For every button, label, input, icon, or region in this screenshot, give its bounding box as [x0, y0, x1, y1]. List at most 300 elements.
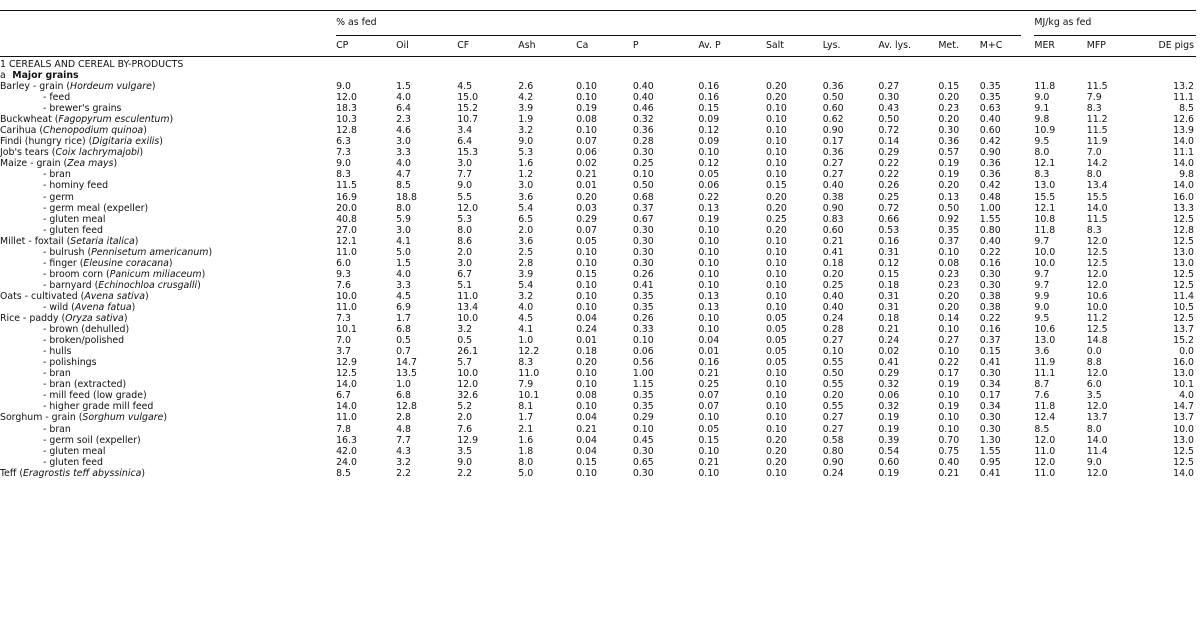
- cell-mfp: 10.0: [1086, 301, 1108, 313]
- cell-p: 0.36: [632, 125, 654, 137]
- feed-name: [0, 280, 336, 291]
- cell-av-p: 0.04: [698, 335, 720, 347]
- cell-salt: 0.20: [765, 456, 787, 468]
- cell-ca: 0.21: [576, 423, 597, 435]
- cell-salt: 0.20: [765, 224, 787, 236]
- cell-m-c: 0.30: [979, 368, 1001, 380]
- feed-name: [0, 401, 336, 412]
- cell-ca: 0.01: [576, 180, 597, 192]
- cell-av-lys: 0.27: [878, 81, 900, 93]
- cell-met: 0.10: [938, 324, 960, 336]
- feed-name-text: Millet - foxtail (: [0, 235, 71, 247]
- cell-lys: 0.27: [822, 169, 844, 181]
- table-row: [0, 258, 1196, 269]
- cell-mfp: 11.5: [1086, 125, 1108, 137]
- cell-oil: 4.6: [396, 125, 412, 137]
- cell-av-lys: 0.32: [878, 401, 900, 413]
- cell-cf: 6.7: [457, 268, 473, 280]
- cell-salt: 0.10: [765, 114, 787, 126]
- feed-name-text: Sorghum - grain (: [0, 412, 83, 424]
- cell-m-c: 1.55: [979, 445, 1001, 457]
- cell-oil: 6.4: [396, 103, 412, 115]
- cell-ca: 0.06: [576, 147, 597, 159]
- cell-oil: 4.8: [396, 423, 412, 435]
- feed-name-text: - mill feed (low grade): [43, 390, 147, 402]
- cell-lys: 0.24: [822, 467, 844, 479]
- cell-mfp: 12.0: [1086, 368, 1108, 380]
- feed-name-text: Rice - paddy (: [0, 313, 66, 325]
- cell-mer: 9.5: [1034, 313, 1050, 325]
- cell-oil: 8.0: [396, 202, 412, 214]
- cell-ash: 1.0: [518, 335, 534, 347]
- cell-de-pigs: 13.0: [1173, 257, 1194, 269]
- cell-lys: 0.10: [822, 346, 844, 358]
- cell-cf: 5.3: [457, 213, 473, 225]
- cell-p: 0.06: [632, 346, 654, 358]
- cell-met: 0.50: [938, 202, 960, 214]
- cell-ca: 0.03: [576, 202, 597, 214]
- cell-ca: 0.15: [576, 456, 597, 468]
- feed-name-text: - germ meal (expeller): [43, 202, 149, 214]
- cell-cp: 10.0: [336, 290, 357, 302]
- cell-ca: 0.10: [576, 279, 597, 291]
- cell-p: 0.68: [632, 191, 654, 203]
- feed-name-text: - brewer's grains: [43, 103, 122, 115]
- feed-name: [0, 269, 336, 280]
- cell-p: 0.45: [632, 434, 654, 446]
- feed-name: [0, 412, 336, 423]
- cell-de-pigs: 14.7: [1173, 401, 1194, 413]
- feed-name: [0, 324, 336, 335]
- cell-met: 0.57: [938, 147, 960, 159]
- feed-name: [0, 258, 336, 269]
- cell-mfp: 12.5: [1086, 246, 1108, 258]
- table-row: [0, 390, 1196, 401]
- cell-lys: 0.27: [822, 423, 844, 435]
- cell-oil: 0.7: [396, 346, 412, 358]
- cell-lys: 0.18: [822, 257, 844, 269]
- cell-cf: 11.0: [457, 290, 479, 302]
- cell-p: 0.33: [632, 324, 654, 336]
- table-row: [0, 214, 1196, 225]
- cell-de-pigs: 13.7: [1173, 412, 1194, 424]
- cell-m-c: 0.37: [979, 335, 1001, 347]
- cell-cf: 0.5: [457, 335, 473, 347]
- feed-latin-name: Chenopodium quinoa: [43, 125, 144, 137]
- cell-oil: 13.5: [396, 368, 417, 380]
- cell-p: 0.35: [632, 401, 654, 413]
- cell-de-pigs: 9.8: [1179, 169, 1194, 181]
- table-row: [0, 302, 1196, 313]
- feed-name-tail: ): [169, 114, 174, 126]
- cell-cp: 9.0: [336, 81, 351, 93]
- cell-met: 0.08: [938, 257, 960, 269]
- table-row: [0, 435, 1196, 446]
- cell-de-pigs: 13.0: [1173, 368, 1194, 380]
- feed-composition-table: [0, 10, 1196, 479]
- cell-av-lys: 0.53: [878, 224, 900, 236]
- cell-de-pigs: 12.5: [1173, 213, 1194, 225]
- cell-mer: 9.7: [1034, 279, 1050, 291]
- cell-mer: 12.1: [1034, 158, 1056, 170]
- cell-oil: 4.1: [396, 235, 412, 247]
- cell-lys: 0.24: [822, 313, 844, 325]
- cell-salt: 0.20: [765, 202, 787, 214]
- cell-mfp: 11.9: [1086, 136, 1108, 148]
- cell-cp: 6.0: [336, 257, 351, 269]
- cell-m-c: 0.41: [979, 357, 1001, 369]
- cell-av-p: 0.13: [698, 290, 720, 302]
- cell-salt: 0.25: [765, 213, 787, 225]
- feed-name-text: - bran: [43, 169, 71, 181]
- feed-name: [0, 136, 336, 147]
- cell-cp: 9.0: [336, 158, 351, 170]
- feed-name-text: - germ: [43, 191, 74, 203]
- cell-av-lys: 0.41: [878, 357, 900, 369]
- cell-met: 0.20: [938, 290, 960, 302]
- cell-salt: 0.10: [765, 246, 787, 258]
- cell-de-pigs: 12.5: [1173, 313, 1194, 325]
- cell-mer: 3.6: [1034, 346, 1050, 358]
- cell-salt: 0.05: [765, 346, 787, 358]
- cell-mfp: 11.5: [1086, 213, 1108, 225]
- cell-av-lys: 0.02: [878, 346, 900, 358]
- cell-av-lys: 0.26: [878, 180, 900, 192]
- cell-salt: 0.20: [765, 191, 787, 203]
- table-row: [0, 313, 1196, 324]
- cell-ca: 0.10: [576, 290, 597, 302]
- table-row: [0, 236, 1196, 247]
- cell-oil: 8.5: [396, 180, 412, 192]
- cell-av-lys: 0.18: [878, 279, 900, 291]
- cell-m-c: 0.41: [979, 467, 1001, 479]
- cell-met: 0.19: [938, 379, 960, 391]
- cell-mfp: 14.0: [1086, 202, 1108, 214]
- feed-name-text: - gluten feed: [43, 224, 104, 236]
- cell-mer: 9.8: [1034, 114, 1050, 126]
- cell-salt: 0.10: [765, 257, 787, 269]
- cell-met: 0.40: [938, 456, 960, 468]
- cell-salt: 0.20: [765, 81, 787, 93]
- cell-av-lys: 0.29: [878, 368, 900, 380]
- feed-name-text: Teff (: [0, 467, 23, 479]
- cell-mer: 13.0: [1034, 335, 1056, 347]
- column-header: CP: [336, 40, 349, 52]
- cell-met: 0.14: [938, 313, 960, 325]
- cell-cf: 3.5: [457, 445, 473, 457]
- cell-salt: 0.10: [765, 147, 787, 159]
- cell-met: 0.23: [938, 103, 960, 115]
- cell-ash: 1.2: [518, 169, 534, 181]
- cell-ash: 2.0: [518, 224, 534, 236]
- cell-lys: 0.36: [822, 81, 844, 93]
- feed-name-tail: ): [201, 268, 206, 280]
- cell-m-c: 0.60: [979, 125, 1001, 137]
- group-header-mj: MJ/kg as fed: [1034, 11, 1196, 36]
- cell-av-lys: 0.31: [878, 301, 900, 313]
- cell-mfp: 13.7: [1086, 412, 1108, 424]
- cell-p: 0.10: [632, 169, 654, 181]
- column-header: Ash: [518, 40, 536, 52]
- cell-mfp: 12.5: [1086, 257, 1108, 269]
- cell-mer: 11.8: [1034, 224, 1056, 236]
- cell-m-c: 0.38: [979, 290, 1001, 302]
- cell-p: 0.30: [632, 246, 654, 258]
- cell-av-p: 0.10: [698, 257, 720, 269]
- cell-met: 0.36: [938, 136, 960, 148]
- feed-name-text: - bran: [43, 368, 71, 380]
- cell-mer: 10.0: [1034, 257, 1056, 269]
- cell-m-c: 0.30: [979, 412, 1001, 424]
- cell-de-pigs: 13.9: [1173, 125, 1194, 137]
- cell-m-c: 0.36: [979, 158, 1001, 170]
- feed-name: [0, 81, 336, 92]
- cell-av-lys: 0.12: [878, 257, 900, 269]
- cell-cp: 16.3: [336, 434, 357, 446]
- cell-lys: 0.25: [822, 279, 844, 291]
- cell-ash: 3.0: [518, 180, 534, 192]
- cell-m-c: 1.30: [979, 434, 1001, 446]
- cell-met: 0.20: [938, 114, 960, 126]
- cell-ca: 0.01: [576, 335, 597, 347]
- cell-ca: 0.19: [576, 103, 597, 115]
- cell-ash: 5.4: [518, 279, 534, 291]
- cell-salt: 0.05: [765, 335, 787, 347]
- cell-av-lys: 0.50: [878, 114, 900, 126]
- cell-av-lys: 0.24: [878, 335, 900, 347]
- group-header-asfed: % as fed: [336, 11, 1021, 36]
- cell-oil: 5.0: [396, 246, 412, 258]
- feed-name: [0, 147, 336, 158]
- cell-lys: 0.58: [822, 434, 844, 446]
- cell-oil: 4.0: [396, 92, 412, 104]
- cell-av-p: 0.12: [698, 125, 720, 137]
- cell-lys: 0.62: [822, 114, 844, 126]
- cell-av-lys: 0.66: [878, 213, 900, 225]
- cell-p: 1.15: [632, 379, 654, 391]
- feed-name-tail: ): [134, 235, 139, 247]
- cell-mfp: 15.5: [1086, 191, 1108, 203]
- table-row: [0, 424, 1196, 435]
- subsection-prefix: a: [0, 70, 6, 81]
- cell-salt: 0.05: [765, 357, 787, 369]
- cell-cp: 12.1: [336, 235, 357, 247]
- cell-m-c: 0.38: [979, 301, 1001, 313]
- column-header: MER: [1034, 40, 1055, 52]
- cell-mfp: 3.5: [1086, 390, 1102, 402]
- cell-oil: 4.5: [396, 290, 412, 302]
- cell-lys: 0.20: [822, 390, 844, 402]
- cell-mer: 10.9: [1034, 125, 1056, 137]
- cell-cf: 12.0: [457, 379, 479, 391]
- cell-lys: 0.55: [822, 401, 844, 413]
- feed-name-text: - bulrush (: [43, 246, 92, 258]
- feed-name-text: - broom corn (: [43, 268, 110, 280]
- cell-de-pigs: 10.1: [1173, 379, 1194, 391]
- cell-av-lys: 0.18: [878, 313, 900, 325]
- cell-m-c: 0.17: [979, 390, 1001, 402]
- cell-m-c: 1.55: [979, 213, 1001, 225]
- cell-mer: 9.9: [1034, 290, 1050, 302]
- cell-mer: 10.6: [1034, 324, 1056, 336]
- feed-name: [0, 468, 336, 479]
- cell-met: 0.20: [938, 180, 960, 192]
- cell-ca: 0.20: [576, 357, 597, 369]
- cell-met: 0.23: [938, 268, 960, 280]
- cell-salt: 0.10: [765, 301, 787, 313]
- feed-name: [0, 390, 336, 401]
- cell-mer: 11.9: [1034, 357, 1056, 369]
- cell-met: 0.10: [938, 346, 960, 358]
- cell-m-c: 0.80: [979, 224, 1001, 236]
- cell-lys: 0.38: [822, 191, 844, 203]
- feed-name: [0, 457, 336, 468]
- feed-latin-name: Avena sativa: [84, 290, 145, 302]
- cell-cp: 12.5: [336, 368, 357, 380]
- cell-p: 0.35: [632, 390, 654, 402]
- cell-cp: 24.0: [336, 456, 357, 468]
- cell-cp: 40.8: [336, 213, 357, 225]
- cell-p: 0.26: [632, 268, 654, 280]
- cell-mer: 13.0: [1034, 180, 1056, 192]
- cell-cp: 10.1: [336, 324, 357, 336]
- feed-name-text: - hominy feed: [43, 180, 109, 192]
- feed-name-text: - brown (dehulled): [43, 324, 130, 336]
- cell-cf: 10.0: [457, 368, 479, 380]
- cell-mer: 12.4: [1034, 412, 1056, 424]
- feed-name-text: - wild (: [43, 301, 75, 313]
- column-header-row: [0, 36, 1196, 57]
- cell-ca: 0.10: [576, 368, 597, 380]
- cell-m-c: 0.40: [979, 235, 1001, 247]
- feed-name-text: Findi (hungry rice) (: [0, 136, 93, 148]
- cell-ash: 3.2: [518, 125, 534, 137]
- column-header: Lys.: [822, 40, 841, 52]
- cell-ca: 0.05: [576, 235, 597, 247]
- table-row: [0, 446, 1196, 457]
- cell-mer: 7.6: [1034, 390, 1050, 402]
- cell-cf: 9.0: [457, 456, 473, 468]
- cell-mfp: 7.9: [1086, 92, 1102, 104]
- feed-name: [0, 335, 336, 346]
- feed-name-text: Job's tears (: [0, 147, 56, 159]
- cell-salt: 0.10: [765, 169, 787, 181]
- cell-mfp: 13.4: [1086, 180, 1108, 192]
- cell-de-pigs: 13.2: [1173, 81, 1194, 93]
- column-header: P: [632, 40, 639, 52]
- column-header: Ca: [576, 40, 589, 52]
- cell-ash: 4.5: [518, 313, 534, 325]
- cell-av-p: 0.05: [698, 423, 720, 435]
- cell-ca: 0.02: [576, 158, 597, 170]
- cell-salt: 0.10: [765, 368, 787, 380]
- cell-cp: 9.3: [336, 268, 351, 280]
- feed-latin-name: Pennisetum americanum: [91, 246, 209, 258]
- cell-cf: 12.0: [457, 202, 479, 214]
- cell-ca: 0.29: [576, 213, 597, 225]
- cell-p: 0.35: [632, 290, 654, 302]
- cell-mer: 11.1: [1034, 368, 1056, 380]
- cell-av-lys: 0.19: [878, 467, 900, 479]
- cell-salt: 0.10: [765, 136, 787, 148]
- cell-m-c: 0.42: [979, 136, 1001, 148]
- cell-salt: 0.10: [765, 103, 787, 115]
- cell-de-pigs: 11.4: [1173, 290, 1194, 302]
- cell-p: 0.37: [632, 202, 654, 214]
- cell-lys: 0.55: [822, 379, 844, 391]
- feed-name: [0, 247, 336, 258]
- cell-av-p: 0.07: [698, 401, 720, 413]
- cell-met: 0.22: [938, 357, 960, 369]
- cell-ash: 1.6: [518, 158, 534, 170]
- cell-av-lys: 0.06: [878, 390, 900, 402]
- cell-cf: 2.0: [457, 246, 473, 258]
- cell-ca: 0.24: [576, 324, 597, 336]
- feed-name-text: Maize - grain (: [0, 158, 68, 170]
- cell-lys: 0.80: [822, 445, 844, 457]
- cell-lys: 0.27: [822, 158, 844, 170]
- cell-oil: 4.7: [396, 169, 412, 181]
- cell-p: 0.56: [632, 357, 654, 369]
- cell-cf: 5.2: [457, 401, 473, 413]
- feed-name-text: - germ soil (expeller): [43, 434, 141, 446]
- cell-cf: 26.1: [457, 346, 479, 358]
- cell-oil: 2.2: [396, 467, 412, 479]
- cell-ca: 0.04: [576, 412, 597, 424]
- cell-av-lys: 0.72: [878, 202, 900, 214]
- header-spacer: [0, 36, 336, 57]
- cell-cp: 7.3: [336, 313, 351, 325]
- cell-oil: 7.7: [396, 434, 412, 446]
- cell-ca: 0.15: [576, 268, 597, 280]
- table-row: [0, 92, 1196, 103]
- cell-cp: 10.3: [336, 114, 357, 126]
- cell-cp: 11.0: [336, 301, 357, 313]
- cell-ash: 5.3: [518, 147, 534, 159]
- cell-lys: 0.40: [822, 290, 844, 302]
- column-header: Oil: [396, 40, 409, 52]
- cell-cf: 3.2: [457, 324, 473, 336]
- table-row: [0, 401, 1196, 412]
- cell-ca: 0.08: [576, 390, 597, 402]
- table-row: [0, 125, 1196, 136]
- cell-cp: 7.3: [336, 147, 351, 159]
- cell-ash: 10.1: [518, 390, 540, 402]
- feed-name: [0, 424, 336, 435]
- cell-met: 0.20: [938, 92, 960, 104]
- feed-latin-name: Zea mays: [67, 158, 114, 170]
- table-row: [0, 280, 1196, 291]
- cell-p: 0.40: [632, 92, 654, 104]
- cell-mfp: 8.0: [1086, 423, 1102, 435]
- cell-mfp: 8.3: [1086, 224, 1102, 236]
- cell-cf: 3.0: [457, 257, 473, 269]
- cell-ash: 1.6: [518, 434, 534, 446]
- table-row: [0, 324, 1196, 335]
- table-body: [0, 11, 1196, 479]
- cell-oil: 3.0: [396, 136, 412, 148]
- feed-name-text: - polishings: [43, 357, 97, 369]
- feed-name: [0, 180, 336, 191]
- cell-mfp: 12.0: [1086, 279, 1108, 291]
- cell-de-pigs: 10.0: [1173, 423, 1194, 435]
- cell-salt: 0.15: [765, 180, 787, 192]
- feed-name-tail: ): [144, 290, 149, 302]
- cell-av-p: 0.09: [698, 136, 720, 148]
- cell-cf: 5.5: [457, 191, 473, 203]
- column-header: Av. lys.: [878, 40, 911, 52]
- feed-name-text: - barnyard (: [43, 279, 99, 291]
